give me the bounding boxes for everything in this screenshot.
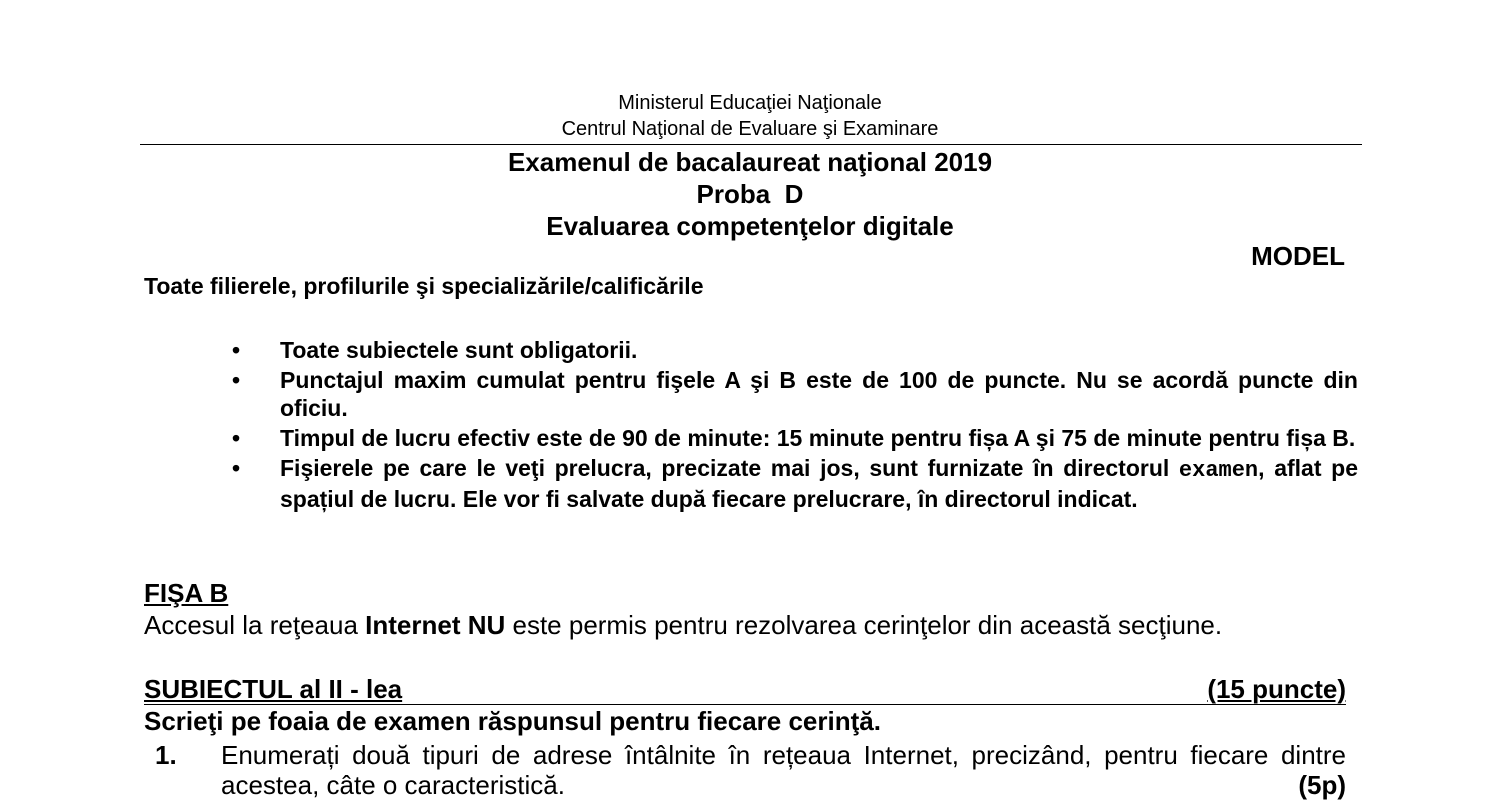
exam-proba: Proba D — [696, 179, 804, 209]
section-title: FIŞA B — [144, 578, 229, 608]
rule-text: Fişierele pe care le veţi prelucra, precizate mai jos, sunt furnizate în directorul — [280, 455, 1179, 481]
access-text-cont: este permis pentru rezolvarea cerinţelor din această secţiune. — [505, 610, 1223, 640]
audience-line: Toate filierele, profilurile şi specializările/calificările — [144, 273, 704, 299]
question-points: (5p) — [1298, 770, 1346, 800]
list-item — [232, 424, 1358, 452]
bullet-icon: • — [232, 455, 241, 481]
directory-name: examen — [1178, 458, 1259, 483]
list-item — [232, 336, 1358, 364]
bullet-icon: • — [232, 367, 241, 393]
center-header: Centrul Naţional de Evaluare şi Examinare — [561, 118, 939, 140]
subject-instruction: Scrieţi pe foaia de examen răspunsul pentru fiecare cerinţă. — [144, 706, 881, 736]
access-note — [144, 610, 1222, 641]
bullet-icon: • — [232, 337, 241, 363]
header-rule — [140, 144, 1362, 145]
model-label: MODEL — [1251, 241, 1345, 271]
subject-label: SUBIECTUL al II - lea — [144, 674, 403, 704]
bullet-icon: • — [232, 425, 241, 451]
access-text: Accesul la reţeaua — [144, 610, 366, 640]
exam-title: Examenul de bacalaureat naţional 2019 — [507, 147, 993, 177]
rules-list — [232, 336, 1358, 515]
question-number: 1. — [155, 740, 177, 770]
list-item — [232, 454, 1358, 513]
rule-text: Punctajul maxim cumulat pentru fişele A şi B este de 100 de puncte. Nu se acordă puncte din oficiu. — [280, 367, 1358, 421]
ministry-header: Ministerul Educaţiei Naţionale — [618, 92, 882, 114]
rule-text-cont: , aflat pe spațiul de lucru. Ele vor fi salvate după fiecare prelucrare, în directorul indicat. — [280, 455, 1358, 512]
subject-points: (15 puncte) — [1207, 674, 1346, 704]
rule-text: Timpul de lucru efectiv este de 90 de minute: 15 minute pentru fișa A şi 75 de minute pentru fișa B. — [280, 425, 1356, 451]
rule-text: Toate subiectele sunt obligatorii. — [280, 337, 638, 363]
question-text: Enumerați două tipuri de adrese întâlnite în rețeaua Internet, precizând, pentru fiecare dintre acestea, câte o caracteristică. — [221, 740, 1346, 800]
exam-subject: Evaluarea competenţelor digitale — [546, 211, 954, 241]
access-emphasis: Internet NU — [365, 610, 506, 640]
subject-header — [144, 674, 1346, 705]
list-item — [232, 366, 1358, 422]
